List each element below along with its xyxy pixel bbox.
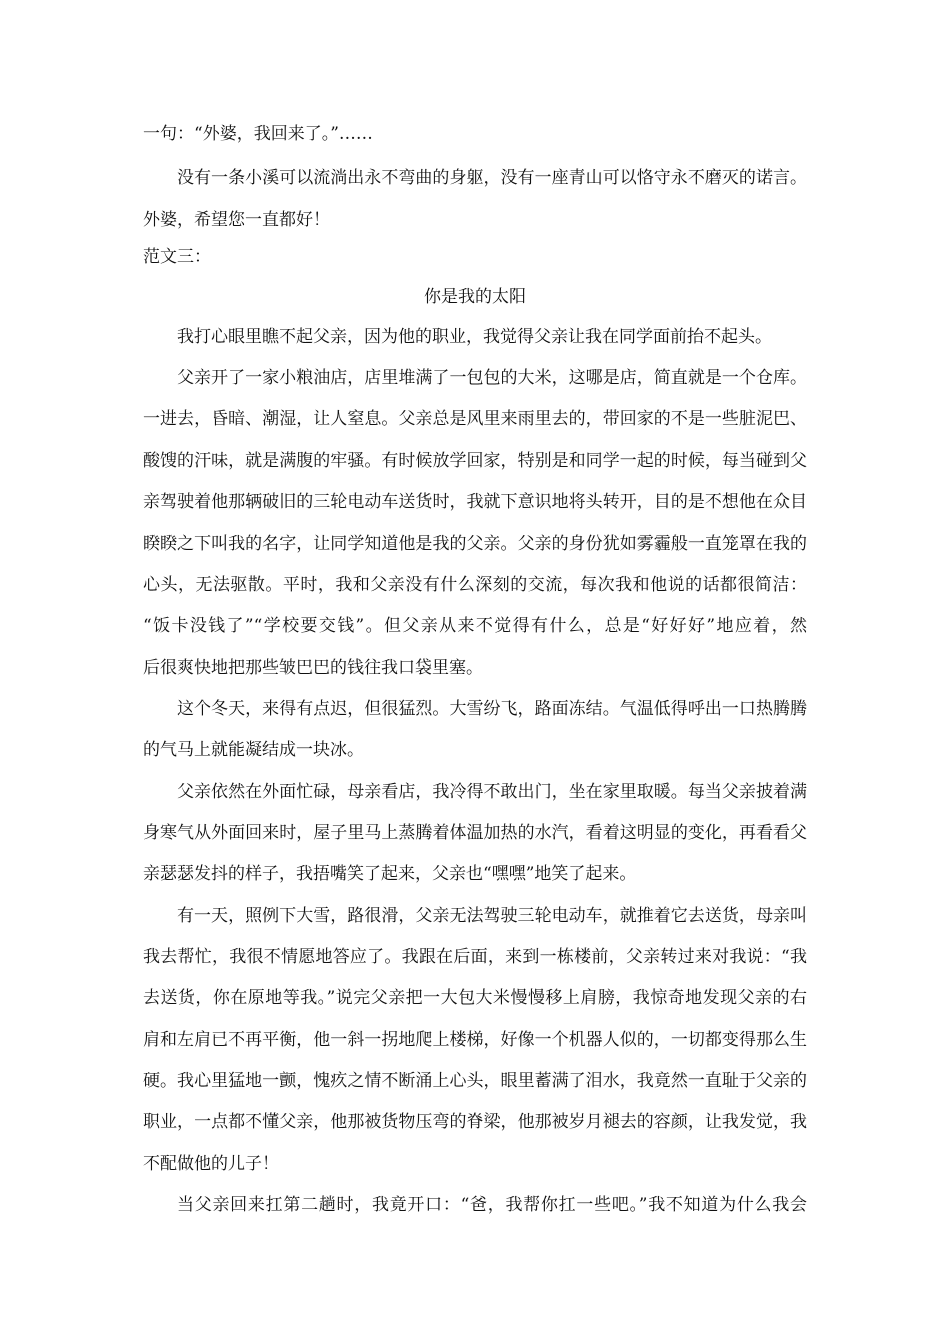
text-line: 不配做他的儿子！ xyxy=(143,1154,279,1174)
text-line: 我去帮忙，我很不情愿地答应了。我跟在后面，来到一栋楼前，父亲转过来对我说：“我 xyxy=(143,947,807,967)
text-line: 酸馊的汗味，就是满腹的牢骚。有时候放学回家，特别是和同学一起的时候，每当碰到父 xyxy=(143,451,807,471)
text-line: 有一天，照例下大雪，路很滑，父亲无法驾驶三轮电动车，就推着它去送货，母亲叫 xyxy=(177,906,807,926)
text-line: 外婆，希望您一直都好！ xyxy=(143,210,330,230)
text-line: 身寒气从外面回来时，屋子里马上蒸腾着体温加热的水汽，看着这明显的变化，再看看父 xyxy=(143,823,807,843)
essay-title: 你是我的太阳 xyxy=(424,287,526,307)
text-line: 父亲依然在外面忙碌，母亲看店，我冷得不敢出门，坐在家里取暖。每当父亲披着满 xyxy=(177,782,807,802)
text-line: 一句：“外婆，我回来了。”…… xyxy=(143,124,373,144)
text-line: 亲瑟瑟发抖的样子，我捂嘴笑了起来，父亲也“嘿嘿”地笑了起来。 xyxy=(143,864,637,884)
text-line: 硬。我心里猛地一颤，愧疚之情不断涌上心头，眼里蓄满了泪水，我竟然一直耻于父亲的 xyxy=(143,1071,807,1091)
text-line: 的气马上就能凝结成一块冰。 xyxy=(143,740,364,760)
text-line: 我打心眼里瞧不起父亲，因为他的职业，我觉得父亲让我在同学面前抬不起头。 xyxy=(177,327,772,347)
text-line: 一进去，昏暗、潮湿，让人窒息。父亲总是风里来雨里去的，带回家的不是一些脏泥巴、 xyxy=(143,409,807,429)
text-line: 心头，无法驱散。平时，我和父亲没有什么深刻的交流，每次我和他说的话都很简洁： xyxy=(143,575,807,595)
text-line: 职业，一点都不懂父亲，他那被货物压弯的脊梁，他那被岁月褪去的容颜，让我发觉，我 xyxy=(143,1112,807,1132)
text-line: “饭卡没钱了”“学校要交钱”。但父亲从来不觉得有什么，总是“好好好”地应着，然 xyxy=(143,616,807,636)
text-line: 睽睽之下叫我的名字，让同学知道他是我的父亲。父亲的身份犹如雾霾般一直笼罩在我的 xyxy=(143,534,807,554)
text-line: 父亲开了一家小粮油店，店里堆满了一包包的大米，这哪是店，简直就是一个仓库。 xyxy=(177,368,807,388)
text-line: 后很爽快地把那些皱巴巴的钱往我口袋里塞。 xyxy=(143,658,483,678)
text-line: 没有一条小溪可以流淌出永不弯曲的身躯，没有一座青山可以恪守永不磨灭的诺言。 xyxy=(177,168,807,188)
text-line: 去送货，你在原地等我。”说完父亲把一大包大米慢慢移上肩膀，我惊奇地发现父亲的右 xyxy=(143,988,807,1008)
section-label: 范文三： xyxy=(143,247,211,267)
text-line: 这个冬天，来得有点迟，但很猛烈。大雪纷飞，路面冻结。气温低得呼出一口热腾腾 xyxy=(177,699,807,719)
text-line: 肩和左肩已不再平衡，他一斜一拐地爬上楼梯，好像一个机器人似的，一切都变得那么生 xyxy=(143,1030,807,1050)
text-line: 当父亲回来扛第二趟时，我竟开口：“爸，我帮你扛一些吧。”我不知道为什么我会 xyxy=(177,1195,807,1215)
text-line: 亲驾驶着他那辆破旧的三轮电动车送货时，我就下意识地将头转开，目的是不想他在众目 xyxy=(143,492,807,512)
